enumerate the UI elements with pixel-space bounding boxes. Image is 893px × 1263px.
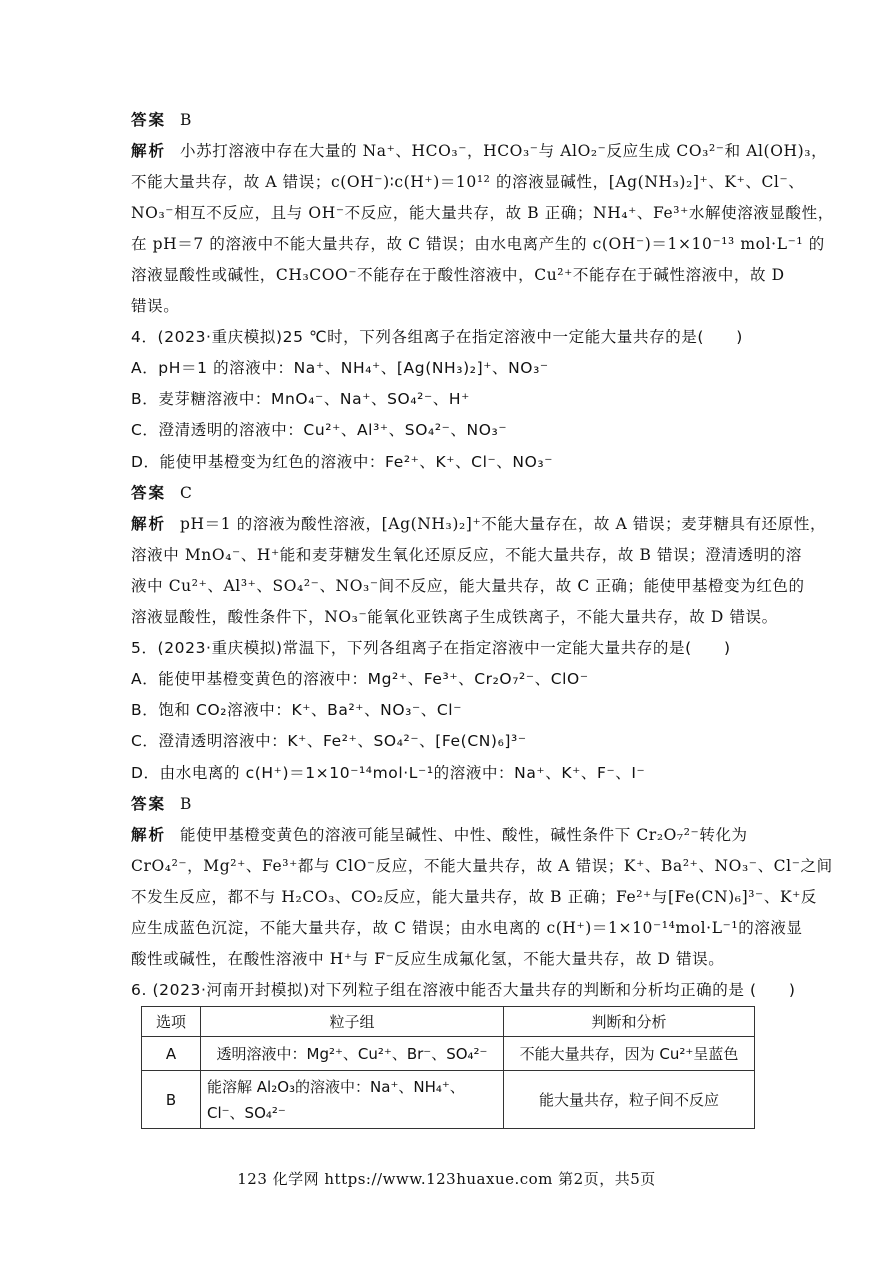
table-cell-particles: 透明溶液中：Mg²⁺、Cu²⁺、Br⁻、SO₄²⁻	[201, 1037, 504, 1071]
q5-option-d: D．由水电离的 c(H⁺)＝1×10⁻¹⁴mol·L⁻¹的溶液中：Na⁺、K⁺、F⁻、I⁻	[131, 764, 646, 782]
table-header-row	[142, 1007, 755, 1037]
q5-analysis-line: 酸性或碱性，在酸性溶液中 H⁺与 F⁻反应生成氟化氢，不能大量共存，故 D 错误。	[131, 950, 725, 968]
analysis-label: 解析	[131, 515, 167, 533]
q4-option-a: A．pH＝1 的溶液中：Na⁺、NH₄⁺、[Ag(NH₃)₂]⁺、NO₃⁻	[131, 359, 549, 377]
q5-analysis-line: 不发生反应，都不与 H₂CO₃、CO₂反应，能大量共存，故 B 正确；Fe²⁺与[Fe(CN)₆]³⁻、K⁺反	[131, 888, 817, 906]
q5-analysis-line	[131, 825, 767, 845]
q3-answer	[131, 110, 767, 130]
table-header-cell: 选项	[142, 1007, 201, 1037]
table-row	[142, 1071, 755, 1129]
table-cell-option: B	[142, 1071, 201, 1129]
q4-analysis-line	[131, 514, 827, 534]
q4-stem: 4．(2023·重庆模拟)25 ℃时，下列各组离子在指定溶液中一定能大量共存的是( )	[131, 328, 743, 346]
table-header-cell: 粒子组	[201, 1007, 504, 1037]
q4-analysis-line: 溶液显酸性，酸性条件下，NO₃⁻能氧化亚铁离子生成铁离子，不能大量共存，故 D 错误。	[131, 608, 778, 626]
q3-analysis-line	[131, 141, 828, 161]
q5-answer	[131, 794, 767, 814]
table-header-cell: 判断和分析	[504, 1007, 755, 1037]
table-cell-judgment: 不能大量共存，因为 Cu²⁺呈蓝色	[504, 1037, 755, 1071]
q3-analysis-line: 在 pH＝7 的溶液中不能大量共存，故 C 错误；由水电离产生的 c(OH⁻)＝1×10⁻¹³ mol·L⁻¹ 的	[131, 235, 825, 253]
table-row	[142, 1037, 755, 1071]
answer-value: B	[180, 111, 193, 129]
analysis-text: 能使甲基橙变黄色的溶液可能呈碱性、中性、酸性，碱性条件下 Cr₂O₇²⁻转化为	[180, 826, 748, 844]
q6-stem: 6. (2023·河南开封模拟)对下列粒子组在溶液中能否大量共存的判断和分析均正确的是 ( )	[131, 981, 796, 999]
q3-analysis-line: 不能大量共存，故 A 错误；c(OH⁻)∶c(H⁺)＝10¹² 的溶液显碱性，[Ag(NH₃)₂]⁺、K⁺、Cl⁻、	[131, 173, 805, 191]
q5-analysis-line: 应生成蓝色沉淀，不能大量共存，故 C 错误；由水电离的 c(H⁺)＝1×10⁻¹⁴mol·L⁻¹的溶液显	[131, 919, 803, 937]
q4-analysis-line: 溶液中 MnO₄⁻、H⁺能和麦芽糖发生氧化还原反应，不能大量共存，故 B 错误；澄清透明的溶	[131, 546, 802, 564]
analysis-text: pH＝1 的溶液为酸性溶液，[Ag(NH₃)₂]⁺不能大量存在，故 A 错误；麦芽糖具有还原性，	[180, 515, 827, 533]
q6-table	[141, 1006, 755, 1129]
analysis-text: 小苏打溶液中存在大量的 Na⁺、HCO₃⁻，HCO₃⁻与 AlO₂⁻反应生成 CO₃²⁻和 Al(OH)₃，	[180, 142, 828, 160]
q5-option-c: C．澄清透明溶液中：K⁺、Fe²⁺、SO₄²⁻、[Fe(CN)₆]³⁻	[131, 732, 527, 750]
answer-value: B	[180, 795, 193, 813]
q5-option-b: B．饱和 CO₂溶液中：K⁺、Ba²⁺、NO₃⁻、Cl⁻	[131, 701, 462, 719]
q4-option-c: C．澄清透明的溶液中：Cu²⁺、Al³⁺、SO₄²⁻、NO₃⁻	[131, 421, 508, 439]
q4-answer	[131, 483, 767, 503]
analysis-label: 解析	[131, 142, 167, 160]
answer-label: 答案	[131, 795, 167, 813]
page-footer: 123 化学网 https://www.123huaxue.com 第2页，共5页	[237, 1170, 656, 1188]
q4-option-d: D．能使甲基橙变为红色的溶液中：Fe²⁺、K⁺、Cl⁻、NO₃⁻	[131, 453, 553, 471]
table-cell-particles: 能溶解 Al₂O₃的溶液中：Na⁺、NH₄⁺、Cl⁻、SO₄²⁻	[201, 1071, 504, 1129]
q5-analysis-line: CrO₄²⁻，Mg²⁺、Fe³⁺都与 ClO⁻反应，不能大量共存，故 A 错误；K⁺、Ba²⁺、NO₃⁻、Cl⁻之间	[131, 857, 833, 875]
q3-analysis-line: 溶液显酸性或碱性，CH₃COO⁻不能存在于酸性溶液中，Cu²⁺不能存在于碱性溶液中，故 D	[131, 266, 785, 284]
q4-analysis-line: 液中 Cu²⁺、Al³⁺、SO₄²⁻、NO₃⁻间不反应，能大量共存，故 C 正确；能使甲基橙变为红色的	[131, 577, 805, 595]
table-cell-judgment: 能大量共存，粒子间不反应	[504, 1071, 755, 1129]
analysis-label: 解析	[131, 826, 167, 844]
q4-option-b: B．麦芽糖溶液中：MnO₄⁻、Na⁺、SO₄²⁻、H⁺	[131, 390, 470, 408]
q3-analysis-line: NO₃⁻相互不反应，且与 OH⁻不反应，能大量共存，故 B 正确；NH₄⁺、Fe³⁺水解使溶液显酸性，	[131, 204, 834, 222]
answer-value: C	[180, 484, 193, 502]
q5-stem: 5．(2023·重庆模拟)常温下，下列各组离子在指定溶液中一定能大量共存的是( )	[131, 639, 731, 657]
table-cell-option: A	[142, 1037, 201, 1071]
q5-option-a: A．能使甲基橙变黄色的溶液中：Mg²⁺、Fe³⁺、Cr₂O₇²⁻、ClO⁻	[131, 670, 589, 688]
q3-analysis-line: 错误。	[131, 297, 180, 315]
answer-label: 答案	[131, 111, 167, 129]
answer-label: 答案	[131, 484, 167, 502]
